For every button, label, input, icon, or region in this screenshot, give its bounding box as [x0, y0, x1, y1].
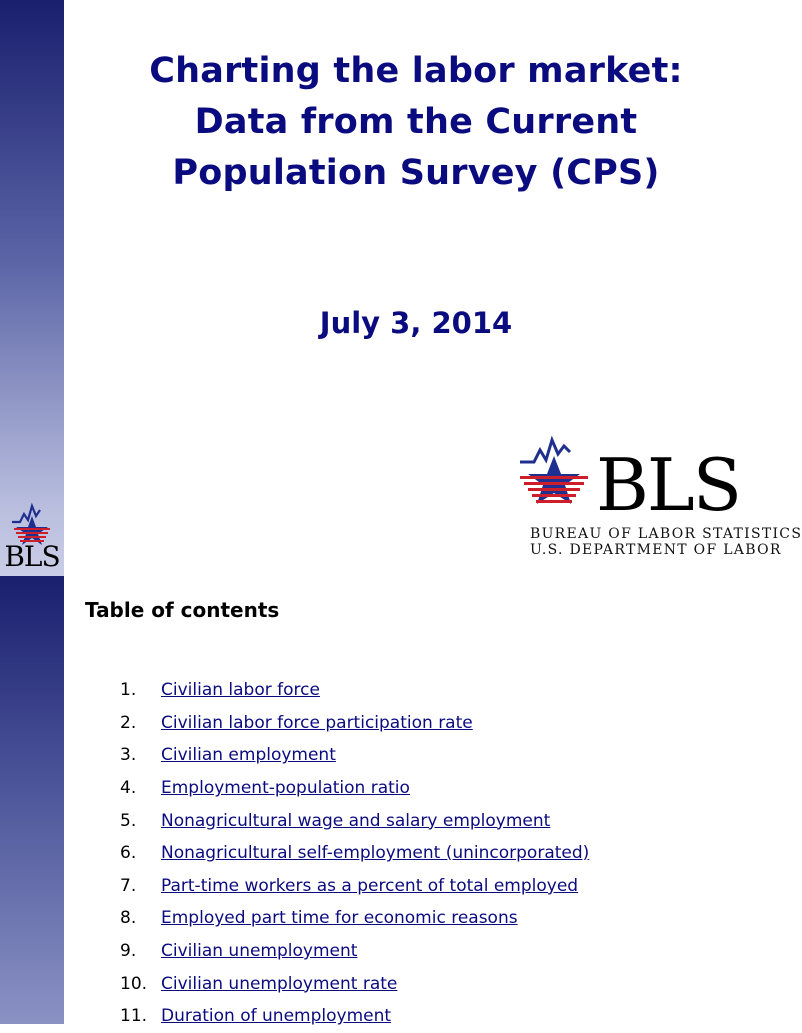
toc-item-number: 5. — [120, 810, 137, 831]
title-line: Population Survey (CPS) — [172, 153, 660, 193]
sidebar-gradient-bottom — [0, 576, 64, 1024]
document-title — [64, 46, 768, 199]
toc-item-number: 1. — [120, 680, 137, 701]
toc-link-part-time-economic-reasons[interactable]: Employed part time for economic reasons — [161, 908, 518, 929]
toc-item — [120, 674, 680, 707]
toc-link-employment-population-ratio[interactable]: Employment-population ratio — [161, 778, 410, 799]
toc-link-civilian-labor-force[interactable]: Civilian labor force — [161, 680, 320, 701]
toc-item — [120, 1000, 680, 1033]
toc-item — [120, 870, 680, 903]
toc-link-civilian-unemployment[interactable]: Civilian unemployment — [161, 941, 358, 962]
bls-department-name: U.S. DEPARTMENT OF LABOR — [530, 542, 782, 558]
toc-item-number: 9. — [120, 941, 137, 962]
toc-heading: Table of contents — [85, 598, 280, 622]
toc-item-number: 3. — [120, 745, 137, 766]
sidebar-logo-text: BLS — [4, 540, 60, 573]
bls-star-icon — [516, 436, 596, 518]
toc-item — [120, 739, 680, 772]
toc-item — [120, 772, 680, 805]
toc-link-civilian-employment[interactable]: Civilian employment — [161, 745, 336, 766]
toc-item — [120, 837, 680, 870]
toc-item-number: 10. — [120, 973, 148, 994]
toc-item-number: 11. — [120, 1006, 148, 1027]
toc-item — [120, 707, 680, 740]
toc-item — [120, 935, 680, 968]
sidebar-gradient-top — [0, 0, 64, 576]
toc-link-self-employment[interactable]: Nonagricultural self-employment (unincorporated) — [161, 843, 590, 864]
toc-item — [120, 804, 680, 837]
title-line: Charting the labor market: — [149, 51, 683, 91]
toc-link-duration-of-unemployment[interactable]: Duration of unemployment — [161, 1006, 392, 1027]
toc-item-number: 2. — [120, 712, 137, 733]
toc-item-number: 7. — [120, 875, 137, 896]
toc-link-unemployment-rate[interactable]: Civilian unemployment rate — [161, 973, 398, 994]
toc-item-number: 8. — [120, 908, 137, 929]
toc-item — [120, 902, 680, 935]
document-date: July 3, 2014 — [319, 306, 513, 340]
toc-list — [120, 674, 680, 1033]
bls-logo — [516, 436, 802, 560]
toc-link-participation-rate[interactable]: Civilian labor force participation rate — [161, 712, 473, 733]
toc-item — [120, 967, 680, 1000]
toc-link-part-time-percent[interactable]: Part-time workers as a percent of total employed — [161, 875, 579, 896]
title-line: Data from the Current — [194, 102, 638, 142]
toc-link-wage-salary-employment[interactable]: Nonagricultural wage and salary employment — [161, 810, 551, 831]
toc-item-number: 6. — [120, 843, 137, 864]
toc-item-number: 4. — [120, 778, 137, 799]
bls-agency-name: BUREAU OF LABOR STATISTICS — [530, 526, 802, 542]
bls-wordmark: BLS — [596, 443, 741, 527]
